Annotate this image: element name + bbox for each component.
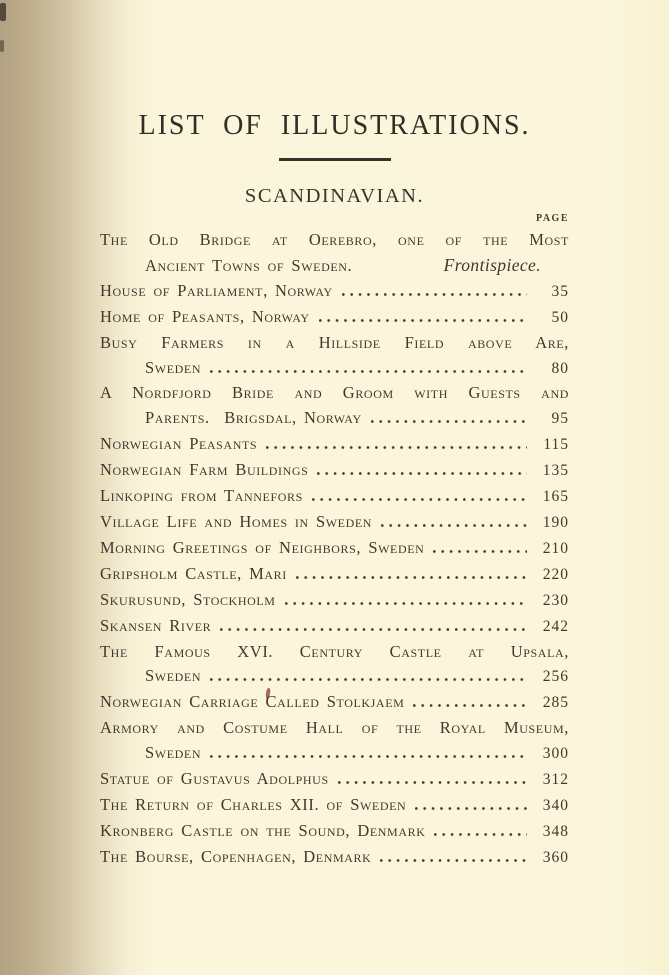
list-entry-line bbox=[100, 536, 569, 562]
scan-edge-smudge bbox=[0, 40, 4, 52]
page-number: 80 bbox=[551, 359, 569, 377]
page-number: 230 bbox=[542, 591, 569, 609]
dot-leader bbox=[415, 807, 527, 810]
entry-text: Norwegian Peasants bbox=[100, 434, 258, 454]
list-entry-line bbox=[100, 228, 569, 253]
dot-leader bbox=[338, 781, 527, 784]
scan-edge-smudge bbox=[0, 3, 6, 21]
list-entry-line bbox=[100, 510, 569, 536]
list-entry-line bbox=[100, 614, 569, 640]
page-number: 115 bbox=[543, 436, 569, 454]
section-heading: SCANDINAVIAN. bbox=[244, 184, 425, 207]
list-entry-line bbox=[100, 690, 569, 716]
page-number: 95 bbox=[551, 410, 569, 428]
entry-text: Sweden bbox=[145, 743, 202, 763]
entry-text: Home of Peasants, Norway bbox=[100, 306, 310, 326]
entry-text: Linkoping from Tannefors bbox=[100, 486, 303, 506]
dot-leader bbox=[433, 550, 527, 553]
dot-leader bbox=[413, 704, 527, 707]
entry-text: House of Parliament, Norway bbox=[100, 280, 333, 300]
list-entry-line bbox=[100, 305, 569, 331]
dot-leader bbox=[220, 628, 527, 631]
page-number: 50 bbox=[551, 308, 569, 326]
page-number: 190 bbox=[542, 513, 569, 531]
list-entry-line bbox=[100, 253, 569, 279]
list-entry-line bbox=[100, 845, 569, 871]
list-entry-line bbox=[100, 640, 569, 665]
page-number: 35 bbox=[551, 282, 569, 300]
page-title: LIST OF ILLUSTRATIONS. bbox=[138, 110, 531, 141]
dot-leader bbox=[210, 678, 527, 681]
entry-text: Parents. Brigsdal, Norway bbox=[145, 408, 362, 428]
dot-leader bbox=[381, 524, 527, 527]
dot-leader bbox=[342, 293, 527, 296]
entry-text: Statue of Gustavus Adolphus bbox=[100, 769, 329, 789]
entry-text: A Nordfjord Bride and Groom with Guests and bbox=[100, 383, 569, 403]
entry-text: Skansen River bbox=[100, 615, 212, 635]
page-number: 348 bbox=[542, 822, 569, 840]
entry-text: Kronberg Castle on the Sound, Denmark bbox=[100, 820, 426, 840]
page-content bbox=[100, 0, 569, 871]
title-divider-rule bbox=[279, 158, 391, 161]
dot-leader bbox=[317, 472, 527, 475]
dot-leader bbox=[380, 859, 527, 862]
dot-leader bbox=[210, 755, 527, 758]
list-entry-line bbox=[100, 432, 569, 458]
list-entry-line bbox=[100, 767, 569, 793]
page-column-label: PAGE bbox=[535, 213, 569, 224]
entry-text: Sweden bbox=[145, 666, 202, 686]
list-entry-line bbox=[100, 588, 569, 614]
entry-text: Busy Farmers in a Hillside Field above Are, bbox=[100, 332, 569, 352]
entry-text: Ancient Towns of Sweden. bbox=[145, 255, 353, 275]
entry-text: Norwegian Farm Buildings bbox=[100, 460, 309, 480]
dot-leader bbox=[319, 319, 527, 322]
dot-leader bbox=[210, 370, 527, 373]
entry-text: Sweden bbox=[145, 357, 202, 377]
entry-text: The Famous XVI. Century Castle at Upsala, bbox=[100, 641, 569, 661]
page-number: 285 bbox=[542, 694, 569, 712]
entry-text: Village Life and Homes in Sweden bbox=[100, 511, 373, 531]
page-number: 256 bbox=[542, 668, 569, 686]
list-entry-line bbox=[100, 793, 569, 819]
dot-leader bbox=[266, 446, 527, 449]
dot-leader bbox=[371, 420, 527, 423]
entry-text: Gripsholm Castle, Mari bbox=[100, 563, 287, 583]
page-number: 360 bbox=[542, 848, 569, 866]
entry-text: Morning Greetings of Neighbors, Sweden bbox=[100, 537, 425, 557]
page-number: 242 bbox=[542, 617, 569, 635]
list-entry-line bbox=[100, 716, 569, 741]
dot-leader bbox=[296, 576, 527, 579]
entry-text: The Bourse, Copenhagen, Denmark bbox=[100, 846, 372, 866]
list-entry-line bbox=[100, 741, 569, 767]
entry-text: Norwegian Carriage Called Stolkjaem bbox=[100, 692, 405, 712]
page-number: 210 bbox=[542, 539, 569, 557]
page-number: 340 bbox=[542, 796, 569, 814]
list-entry-line bbox=[100, 458, 569, 484]
page-number: Frontispiece. bbox=[443, 254, 541, 275]
dot-leader bbox=[434, 833, 527, 836]
list-entry-line bbox=[100, 562, 569, 588]
dot-leader bbox=[312, 498, 527, 501]
illustrations-list bbox=[100, 228, 569, 871]
list-entry-line bbox=[100, 356, 569, 382]
page-number: 312 bbox=[542, 771, 569, 789]
list-entry-line bbox=[100, 279, 569, 305]
page-number: 220 bbox=[542, 565, 569, 583]
entry-text: Skurusund, Stockholm bbox=[100, 589, 276, 609]
entry-text: The Old Bridge at Oerebro, one of the Most bbox=[100, 230, 569, 249]
dot-leader bbox=[285, 602, 527, 605]
list-entry-line bbox=[100, 406, 569, 432]
list-entry-line bbox=[100, 664, 569, 690]
page-number: 300 bbox=[542, 745, 569, 763]
dot-leader bbox=[361, 268, 435, 271]
entry-text: The Return of Charles XII. of Sweden bbox=[100, 794, 407, 814]
list-entry-line bbox=[100, 381, 569, 406]
entry-text: Armory and Costume Hall of the Royal Museum, bbox=[100, 718, 569, 738]
page-number: 135 bbox=[542, 462, 569, 480]
page-number: 165 bbox=[542, 488, 569, 506]
list-entry-line bbox=[100, 819, 569, 845]
list-entry-line bbox=[100, 331, 569, 356]
list-entry-line bbox=[100, 484, 569, 510]
